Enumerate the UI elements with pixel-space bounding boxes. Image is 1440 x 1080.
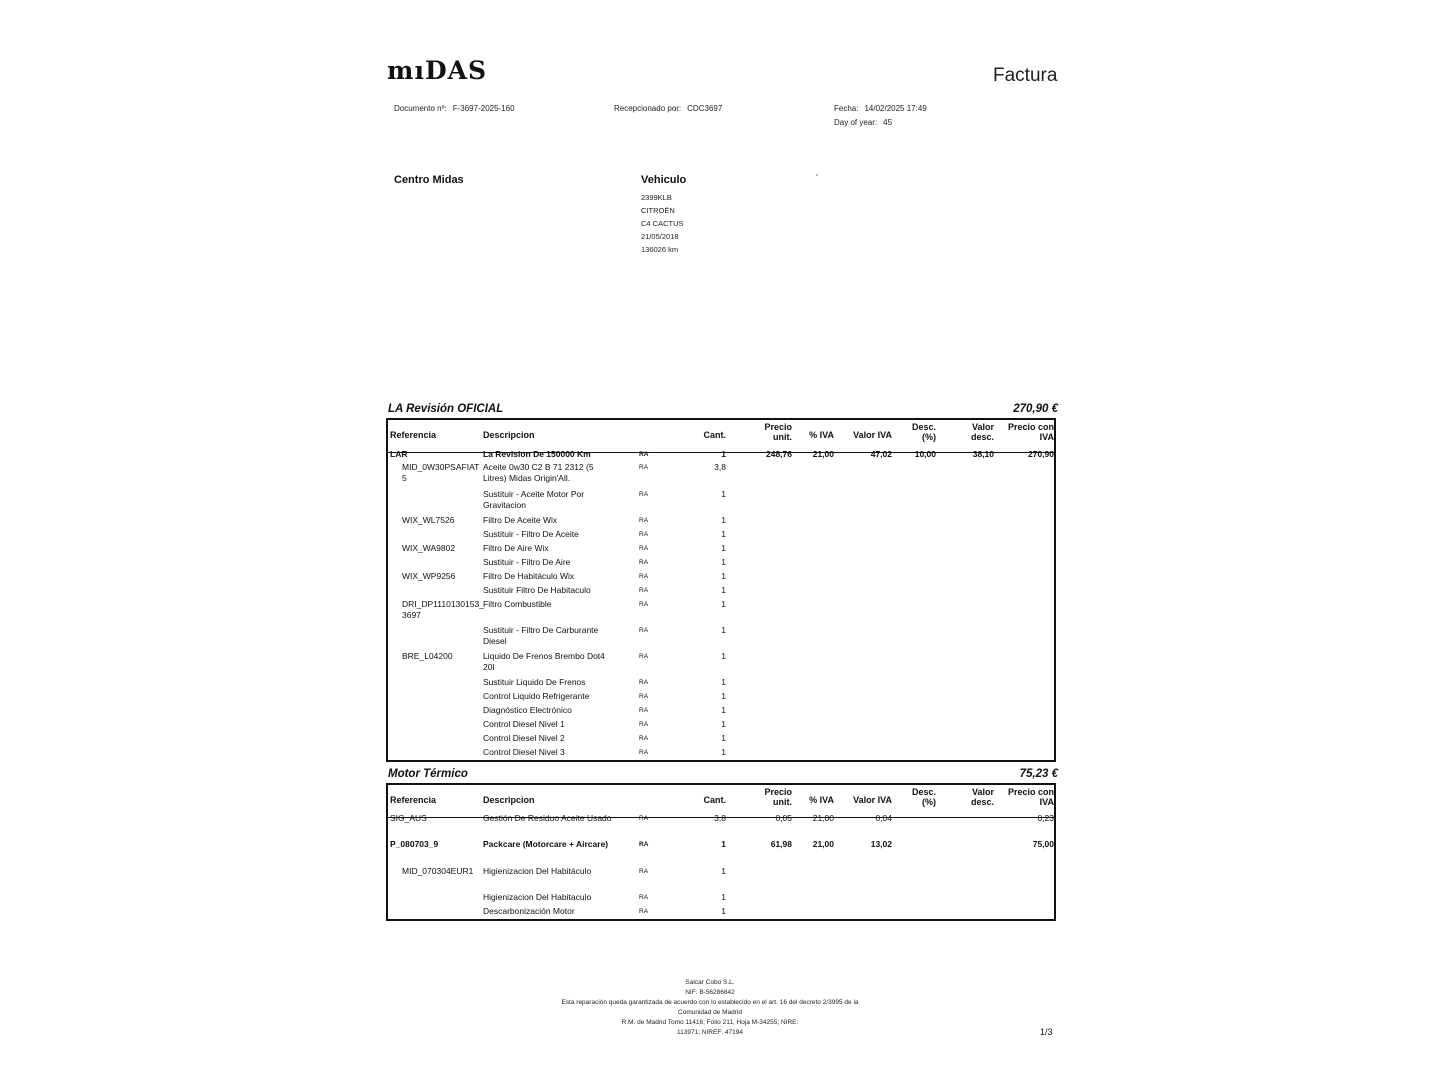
cell-description: Descarbonización Motor xyxy=(483,906,575,916)
cell-reference: MID_070304EUR1 xyxy=(402,866,474,876)
section-title: LA Revisión OFICIAL xyxy=(388,403,504,415)
cell-quantity: 1 xyxy=(721,571,726,581)
cell-description: Control Diesel Nivel 1 xyxy=(483,719,565,729)
cell-description: La Revision De 150000 Km xyxy=(483,449,591,459)
footer-line: 113971; NIREF: 47194 xyxy=(676,1029,743,1036)
col-header-description: Descripcion xyxy=(483,795,535,805)
cell-quantity: 1 xyxy=(721,625,726,635)
cell-reference: SIG_AUS xyxy=(390,813,427,823)
cell-quantity: 1 xyxy=(721,747,726,757)
cell-quantity: 1 xyxy=(721,733,726,743)
cell-description: Liquido De Frenos Brembo Dot4 20l xyxy=(483,651,605,672)
document-number xyxy=(394,104,515,113)
cell-quantity: 1 xyxy=(721,599,726,609)
cell-unit: RA xyxy=(639,601,649,608)
cell-description: Sustituir - Filtro De Aire xyxy=(483,557,571,567)
cell-unit: RA xyxy=(639,464,649,471)
cell-iva-value: 0,04 xyxy=(875,813,892,823)
day-of-year-value: 45 xyxy=(883,118,893,127)
cell-quantity: 1 xyxy=(721,489,726,499)
cell-iva-value: 47,02 xyxy=(870,449,892,459)
cell-description: Filtro De Aceite Wix xyxy=(483,515,558,525)
center-name: Centro Midas xyxy=(394,174,464,186)
cell-description: Control Diesel Nivel 3 xyxy=(483,747,565,757)
cell-unit: RA xyxy=(639,545,649,552)
page-number: 1/3 xyxy=(1040,1027,1053,1037)
cell-unit: RA xyxy=(639,559,649,566)
cell-quantity: 1 xyxy=(721,543,726,553)
invoice-date xyxy=(834,104,927,113)
cell-unit: RA xyxy=(639,573,649,580)
cell-iva-pct: 21,00 xyxy=(812,449,834,459)
cell-reference: LAR xyxy=(390,449,408,459)
cell-quantity: 1 xyxy=(721,705,726,715)
vehicle-registration-date: 21/05/2018 xyxy=(641,232,679,241)
cell-reference: WIX_WP9256 xyxy=(402,571,456,581)
col-header-iva-value: Valor IVA xyxy=(853,795,892,805)
cell-description: Filtro De Habitáculo Wix xyxy=(483,571,575,581)
cell-quantity: 1 xyxy=(721,906,726,916)
col-header-discount-pct: Desc. (%) xyxy=(911,422,936,442)
cell-description: Gestión De Residuo Aceite Usado xyxy=(483,813,612,823)
cell-description: Control Liquido Refrigerante xyxy=(483,691,590,701)
cell-reference: P_080703_9 xyxy=(390,839,439,849)
vehicle-plate: 2399KLB xyxy=(641,193,672,202)
cell-unit: RA xyxy=(639,908,649,915)
day-of-year-label: Day of year: xyxy=(834,118,878,127)
section-header xyxy=(388,768,1058,780)
cell-unit: RA xyxy=(639,735,649,742)
footer-line: NIF: B-56286842 xyxy=(685,989,735,996)
col-header-reference: Referencia xyxy=(390,795,437,805)
cell-description: Filtro Combustible xyxy=(483,599,552,609)
cell-description: Control Diesel Nivel 2 xyxy=(483,733,565,743)
cell-total: 75,00 xyxy=(1032,839,1054,849)
document-number-value: F-3697-2025-160 xyxy=(452,104,515,113)
cell-unit: RA xyxy=(639,707,649,714)
cell-quantity: 1 xyxy=(721,651,726,661)
cell-description: Packcare (Motorcare + Aircare) xyxy=(483,839,609,849)
col-header-iva-value: Valor IVA xyxy=(853,430,892,440)
cell-quantity: 1 xyxy=(721,719,726,729)
cell-unit: RA xyxy=(639,517,649,524)
cell-quantity: 1 xyxy=(721,529,726,539)
col-header-iva-pct: % IVA xyxy=(809,430,834,440)
vehicle-model: C4 CACTUS xyxy=(641,219,684,228)
cell-reference: WIX_WL7526 xyxy=(402,515,455,525)
cell-unit: RA xyxy=(639,587,649,594)
cell-quantity: 1 xyxy=(721,515,726,525)
cell-unit: RA xyxy=(639,627,649,634)
cell-unit: RA xyxy=(639,531,649,538)
cell-description: Diagnóstico Electrónico xyxy=(483,705,572,715)
cell-quantity: 3,8 xyxy=(714,462,726,472)
footer-line: Comunidad de Madrid xyxy=(678,1009,742,1016)
cell-unit: RA xyxy=(639,653,649,660)
cell-discount-value: 38,10 xyxy=(972,449,994,459)
col-header-description: Descripcion xyxy=(483,430,535,440)
col-header-iva-pct: % IVA xyxy=(809,795,834,805)
cell-reference: MID_0W30PSAFIAT5 xyxy=(402,462,480,483)
cell-unit: RA xyxy=(639,451,649,458)
cell-iva-pct: 21,00 xyxy=(812,839,834,849)
cell-iva-value: 13,02 xyxy=(870,839,892,849)
cell-quantity: 1 xyxy=(721,585,726,595)
col-header-discount-value: Valor desc. xyxy=(970,787,994,807)
cell-quantity: 1 xyxy=(721,557,726,567)
cell-unit: RA xyxy=(639,721,649,728)
cell-unit-price: 0,05 xyxy=(775,813,792,823)
footer-line: Esta reparación queda garantizada de acuerdo con lo establecido en el art. 16 del decreto 2/3995 de la xyxy=(561,999,859,1006)
cell-description: Sustituir - Filtro De Carburante Diesel xyxy=(483,625,599,646)
cell-reference: WIX_WA9802 xyxy=(402,543,456,553)
cell-reference: BRE_L04200 xyxy=(402,651,453,661)
cell-quantity: 1 xyxy=(721,892,726,902)
col-header-quantity: Cant. xyxy=(703,430,726,440)
received-by xyxy=(614,104,722,113)
cell-reference: DRI_DP1110130153_3697 xyxy=(402,599,484,620)
cell-unit: RA xyxy=(639,679,649,686)
scan-speck xyxy=(816,174,818,176)
cell-total: 0,23 xyxy=(1037,813,1054,823)
vehicle-make: CITROËN xyxy=(641,206,675,215)
cell-unit: RA xyxy=(639,749,649,756)
cell-description: Sustituir Liquido De Frenos xyxy=(483,677,586,687)
cell-unit-price: 248,76 xyxy=(766,449,792,459)
col-header-unit-price: Precio unit. xyxy=(764,422,792,442)
section-header xyxy=(388,403,1058,415)
day-of-year xyxy=(834,118,892,127)
col-header-total: Precio con IVA xyxy=(1007,422,1054,442)
cell-iva-pct: 21,00 xyxy=(812,813,834,823)
cell-description: Higienizacion Del Habitáculo xyxy=(483,866,592,876)
cell-description: Sustituir - Filtro De Aceite xyxy=(483,529,579,539)
vehicle-title: Vehiculo xyxy=(641,174,687,186)
cell-description: Aceite 0w30 C2 B 71 2312 (5 Litres) Midas Origin'All. xyxy=(483,462,594,483)
cell-description: Sustituir - Aceite Motor Por Gravitacion xyxy=(483,489,585,510)
col-header-reference: Referencia xyxy=(390,430,437,440)
cell-quantity: 1 xyxy=(721,866,726,876)
cell-quantity: 1 xyxy=(721,677,726,687)
col-header-quantity: Cant. xyxy=(703,795,726,805)
document-type-title: Factura xyxy=(993,65,1058,86)
cell-unit: RA xyxy=(639,693,649,700)
footer-line: R.M. de Madrid Tomo 11416; Folio 211, Hoja M-34255; NIRE: xyxy=(621,1019,799,1026)
col-header-total: Precio con IVA xyxy=(1007,787,1054,807)
received-by-label: Recepcionado por: xyxy=(614,104,682,113)
cell-description: Higienizacion Del Habitaculo xyxy=(483,892,592,902)
document-number-label: Documento nº: xyxy=(394,104,447,113)
section-amount: 270,90 € xyxy=(1013,403,1058,415)
vehicle-mileage: 136026 km xyxy=(641,245,679,254)
cell-quantity: 3,8 xyxy=(714,813,726,823)
cell-discount-pct: 10,00 xyxy=(914,449,936,459)
cell-description: Sustituir Filtro De Habitaculo xyxy=(483,585,591,595)
cell-total: 270,90 xyxy=(1028,449,1054,459)
line-items-table xyxy=(386,418,1056,762)
cell-unit: RA xyxy=(639,841,649,848)
received-by-value: CDC3697 xyxy=(687,104,723,113)
cell-unit: RA xyxy=(639,491,649,498)
col-header-unit-price: Precio unit. xyxy=(764,787,792,807)
cell-unit-price: 61,98 xyxy=(770,839,792,849)
midas-logo: mıDAS xyxy=(387,56,488,85)
cell-unit: RA xyxy=(639,868,649,875)
invoice-date-label: Fecha: xyxy=(834,104,859,113)
section-title: Motor Térmico xyxy=(388,768,468,780)
section-amount: 75,23 € xyxy=(1019,768,1058,780)
col-header-discount-pct: Desc. (%) xyxy=(911,787,936,807)
invoice-date-value: 14/02/2025 17:49 xyxy=(864,104,927,113)
cell-description: Filtro De Aire Wix xyxy=(483,543,549,553)
cell-quantity: 1 xyxy=(721,449,726,459)
cell-quantity: 1 xyxy=(721,691,726,701)
cell-unit: RA xyxy=(639,815,649,822)
company-footer xyxy=(500,978,920,1038)
footer-line: Salcar Cobo S.L. xyxy=(685,979,735,986)
line-items-table xyxy=(386,783,1056,921)
col-header-discount-value: Valor desc. xyxy=(970,422,994,442)
cell-quantity: 1 xyxy=(721,839,726,849)
cell-unit: RA xyxy=(639,894,649,901)
